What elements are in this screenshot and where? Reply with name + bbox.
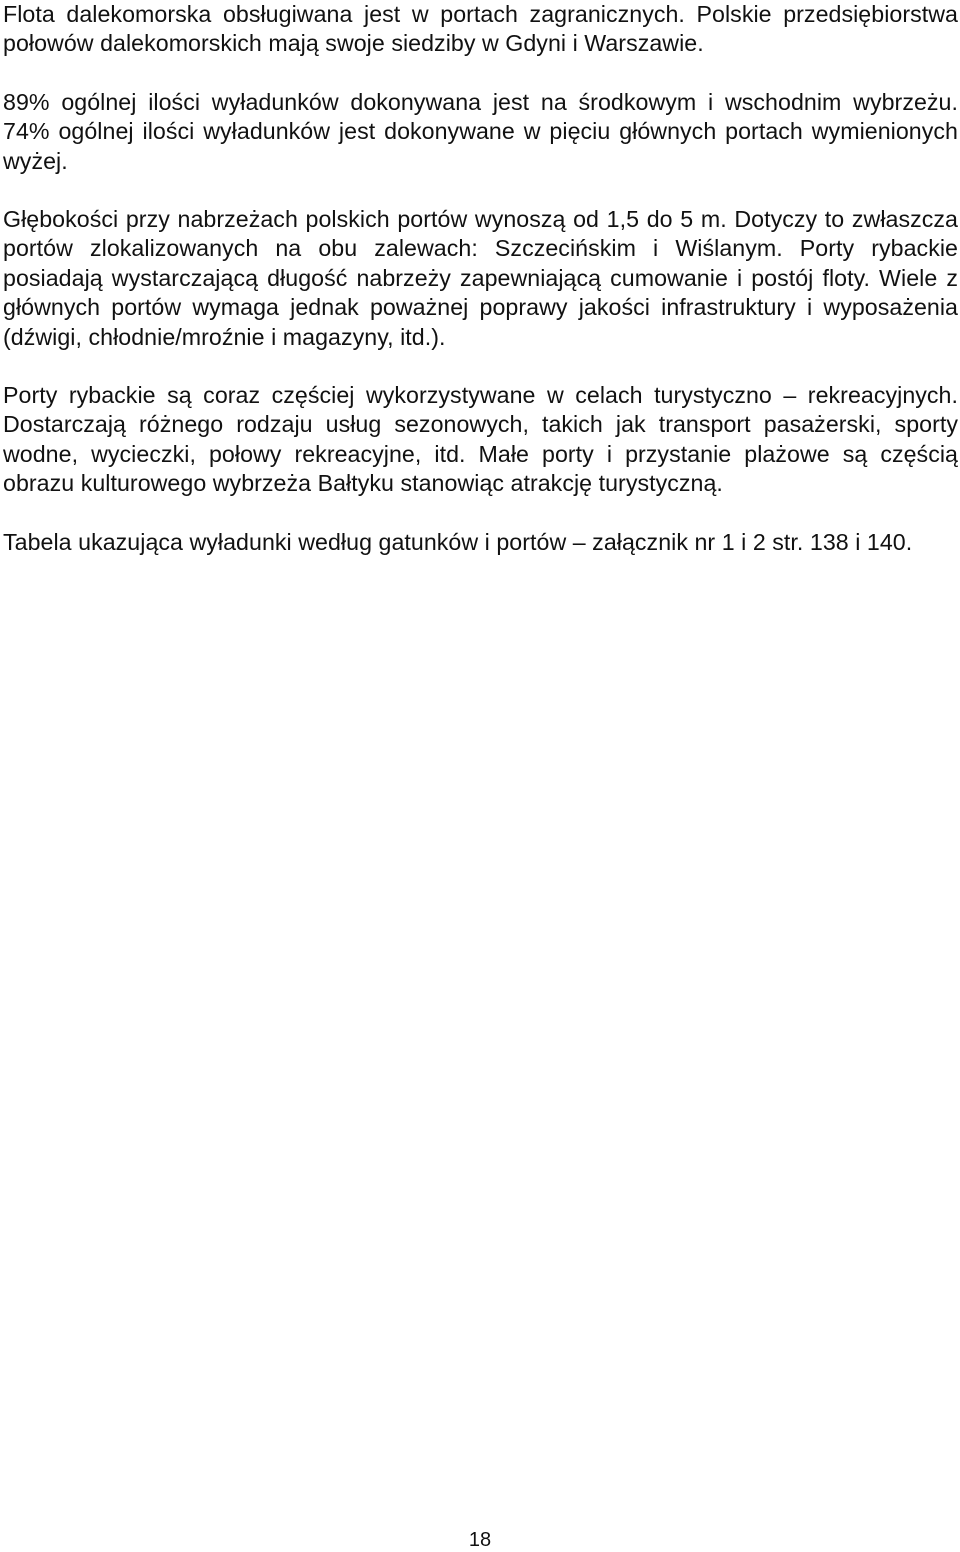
paragraph-quay-depths: Głębokości przy nabrzeżach polskich portów wynoszą od 1,5 do 5 m. Dotyczy to zwłaszcza portów zlokalizowanych na obu zalewach: Szczecińskim i Wiślanym. Porty rybackie posiadają wystarczającą długość nabrzeży zapewniającą cumowanie i postój floty. Wiele z głównych portów wymaga jednak poważnej poprawy jakości infrastruktury i wyposażenia (dźwigi, chłodnie/mroźnie i magazyny, itd.). <box>3 206 958 350</box>
paragraph-gap <box>3 499 958 528</box>
document-page <box>3 0 958 557</box>
paragraph-gap <box>3 59 958 88</box>
paragraph-distant-water-fleet: Flota dalekomorska obsługiwana jest w portach zagranicznych. Polskie przedsiębiorstwa połowów dalekomorskich mają swoje siedziby w Gdyni i Warszawie. <box>3 1 958 57</box>
page-number: 18 <box>468 1529 492 1551</box>
paragraph-gap <box>3 352 958 381</box>
paragraph-table-reference: Tabela ukazująca wyładunki według gatunków i portów – załącznik nr 1 i 2 str. 138 i 140. <box>3 528 913 555</box>
paragraph-tourism-use: Porty rybackie są coraz częściej wykorzystywane w celach turystyczno – rekreacyjnych. Dostarczają różnego rodzaju usług sezonowych, takich jak transport pasażerski, sporty wodne, wycieczki, połowy rekreacyjne, itd. Małe porty i przystanie plażowe są częścią obrazu kulturowego wybrzeża Bałtyku stanowiąc atrakcję turystyczną. <box>3 382 958 497</box>
paragraph-gap <box>3 176 958 205</box>
paragraph-landings-share: 89% ogólnej ilości wyładunków dokonywana jest na środkowym i wschodnim wybrzeżu. 74% ogólnej ilości wyładunków jest dokonywane w pięciu głównych portach wymienionych wyżej. <box>3 88 958 174</box>
